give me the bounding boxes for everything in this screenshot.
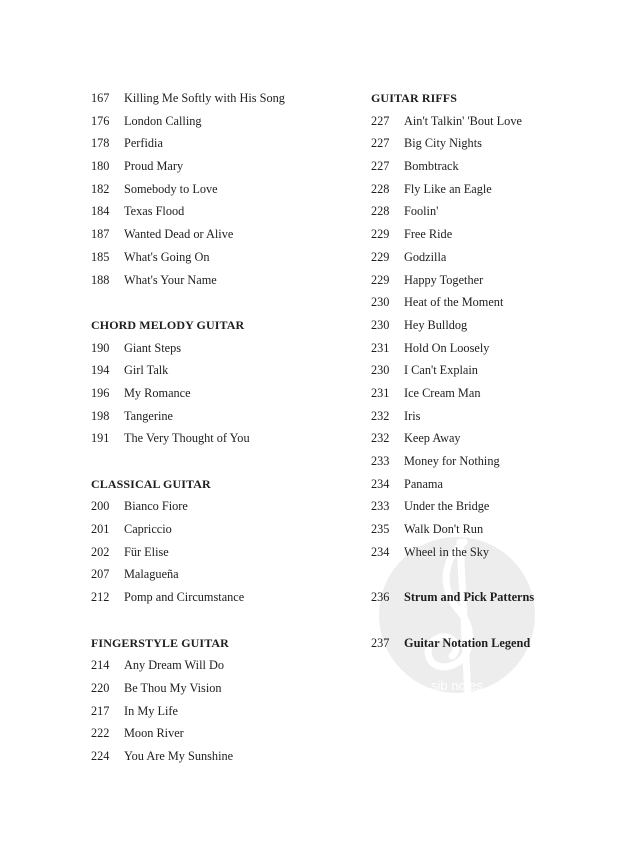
song-title: Wanted Dead or Alive <box>124 227 234 242</box>
page-number: 233 <box>371 499 390 514</box>
toc-entry <box>91 700 361 723</box>
page-number: 178 <box>91 136 110 151</box>
toc-entry <box>91 110 361 133</box>
section-title: Guitar Notation Legend <box>404 635 531 650</box>
song-title: What's Your Name <box>124 272 217 287</box>
intro-list <box>91 87 361 291</box>
toc-entry <box>91 745 361 768</box>
song-title: My Romance <box>124 385 191 400</box>
song-title: Hold On Loosely <box>404 340 490 355</box>
toc-entry <box>91 87 361 110</box>
toc-entry <box>371 359 611 382</box>
page-number: 227 <box>371 136 390 151</box>
section-spacer <box>371 609 611 632</box>
toc-entry <box>371 132 611 155</box>
page-number: 233 <box>371 454 390 468</box>
toc-entry <box>371 427 611 450</box>
guitar-riffs-section <box>371 87 611 563</box>
page-number: 185 <box>91 249 110 264</box>
song-title: Wheel in the Sky <box>404 544 490 559</box>
song-title: Big City Nights <box>404 136 482 151</box>
toc-entry <box>91 722 361 745</box>
page-number: 187 <box>91 227 110 242</box>
chord-melody-section <box>91 314 361 450</box>
song-title: Malagueña <box>124 567 179 582</box>
page-number: 176 <box>91 113 110 128</box>
toc-entry <box>91 563 361 586</box>
toc-entry <box>91 246 361 269</box>
song-title: In My Life <box>124 703 178 718</box>
toc-entry <box>371 178 611 201</box>
page-number: 237 <box>371 635 390 650</box>
song-title: The Very Thought of You <box>124 431 250 446</box>
toc-section-entry <box>371 586 611 609</box>
page-number: 214 <box>91 658 110 673</box>
page-number: 188 <box>91 272 110 287</box>
page-number: 227 <box>371 159 390 174</box>
section-spacer <box>91 291 361 314</box>
toc-entry <box>371 200 611 223</box>
song-title: Panama <box>404 476 443 491</box>
page-number: 198 <box>91 408 110 423</box>
page-number: 231 <box>371 340 390 355</box>
song-title: Giant Steps <box>124 340 182 355</box>
song-title: Pomp and Circumstance <box>124 590 245 605</box>
page-number: 200 <box>91 499 110 514</box>
page-number: 167 <box>91 91 110 105</box>
song-title: Bombtrack <box>404 159 459 174</box>
section-spacer <box>371 563 611 586</box>
song-title: Foolin' <box>404 204 439 219</box>
song-title: Hey Bulldog <box>404 317 468 332</box>
page-number: 182 <box>91 181 110 196</box>
page-number: 235 <box>371 522 390 537</box>
section-title: Strum and Pick Patterns <box>404 590 535 605</box>
toc-entry <box>91 654 361 677</box>
song-title: Capriccio <box>124 522 172 537</box>
toc-entry <box>371 246 611 269</box>
page-number: 230 <box>371 317 390 332</box>
song-title: Fly Like an Eagle <box>404 181 492 196</box>
song-title: Moon River <box>124 726 184 741</box>
toc-entry <box>91 495 361 518</box>
song-title: Für Elise <box>124 544 169 559</box>
toc-entry <box>371 223 611 246</box>
page-number: 230 <box>371 295 390 310</box>
song-title: Perfidia <box>124 136 163 151</box>
song-title: You Are My Sunshine <box>124 748 234 763</box>
page-number: 207 <box>91 567 110 582</box>
page-number: 224 <box>91 748 110 763</box>
song-title: Free Ride <box>404 227 453 242</box>
page-number: 194 <box>91 363 110 378</box>
song-title: Bianco Fiore <box>124 499 188 514</box>
song-title: Tangerine <box>124 408 173 423</box>
song-title: Keep Away <box>404 431 461 446</box>
page-number: 229 <box>371 249 390 264</box>
toc-entry <box>371 518 611 541</box>
toc-entry <box>91 405 361 428</box>
toc-entry <box>371 291 611 314</box>
page-number: 196 <box>91 385 110 400</box>
song-title: Killing Me Softly with His Song <box>124 91 285 105</box>
page-number: 230 <box>371 363 390 378</box>
song-title: Happy Together <box>404 272 484 287</box>
song-title: Ice Cream Man <box>404 385 481 400</box>
page-number: 180 <box>91 159 110 174</box>
page-number: 232 <box>371 431 390 446</box>
toc-entry <box>91 155 361 178</box>
section-heading: CLASSICAL GUITAR <box>91 476 211 491</box>
page-number: 212 <box>91 590 110 605</box>
song-title: Godzilla <box>404 249 447 264</box>
toc-entry <box>91 677 361 700</box>
song-title: Somebody to Love <box>124 181 218 196</box>
section-heading: CHORD MELODY GUITAR <box>91 317 245 332</box>
page-number: 201 <box>91 522 110 537</box>
page-number: 184 <box>91 204 110 219</box>
toc-entry <box>371 110 611 133</box>
song-title: Texas Flood <box>124 204 185 219</box>
song-title: Be Thou My Vision <box>124 680 222 695</box>
left-column <box>91 87 361 768</box>
song-title: London Calling <box>124 113 202 128</box>
toc-entry <box>91 586 361 609</box>
page-number: 234 <box>371 476 390 491</box>
toc-entry <box>91 337 361 360</box>
toc-entry <box>371 473 611 496</box>
page-number: 202 <box>91 544 110 559</box>
page-number: 191 <box>91 431 110 446</box>
toc-entry <box>371 314 611 337</box>
page-number: 232 <box>371 408 390 423</box>
toc-entry <box>371 337 611 360</box>
song-title: Iris <box>404 408 421 423</box>
page-number: 228 <box>371 204 390 219</box>
song-title: I Can't Explain <box>404 363 478 378</box>
song-title: Under the Bridge <box>404 499 490 514</box>
page-number: 229 <box>371 227 390 242</box>
toc-entry <box>371 382 611 405</box>
fingerstyle-section <box>91 632 361 768</box>
toc-entry <box>91 382 361 405</box>
page-number: 229 <box>371 272 390 287</box>
song-title: Ain't Talkin' 'Bout Love <box>404 113 522 128</box>
toc-entry <box>371 269 611 292</box>
song-title: Walk Don't Run <box>404 522 484 537</box>
toc-entry <box>91 359 361 382</box>
toc-section-entry <box>371 632 611 655</box>
page-number: 227 <box>371 113 390 128</box>
toc-entry <box>91 427 361 450</box>
section-spacer <box>91 450 361 473</box>
toc-entry <box>91 541 361 564</box>
toc-entry <box>371 495 611 518</box>
toc-entry <box>91 200 361 223</box>
toc-entry <box>91 178 361 201</box>
song-title: What's Going On <box>124 249 210 264</box>
right-column <box>371 87 611 654</box>
section-heading: GUITAR RIFFS <box>371 91 457 105</box>
page-number: 190 <box>91 340 110 355</box>
section-heading: FINGERSTYLE GUITAR <box>91 635 229 650</box>
song-title: Money for Nothing <box>404 454 500 468</box>
page-number: 228 <box>371 181 390 196</box>
toc-entry <box>91 223 361 246</box>
song-title: Any Dream Will Do <box>124 658 225 673</box>
song-title: Proud Mary <box>124 159 184 174</box>
page-number: 222 <box>91 726 110 741</box>
page-number: 217 <box>91 703 110 718</box>
toc-entry <box>371 155 611 178</box>
page-number: 236 <box>371 590 390 605</box>
toc-entry <box>91 132 361 155</box>
song-title: Heat of the Moment <box>404 295 504 310</box>
toc-entry <box>371 450 611 473</box>
toc-entry <box>91 518 361 541</box>
toc-entry <box>91 269 361 292</box>
page-number: 220 <box>91 680 110 695</box>
page-number: 231 <box>371 385 390 400</box>
song-title: Girl Talk <box>124 363 169 378</box>
classical-section <box>91 473 361 609</box>
toc-entry <box>371 405 611 428</box>
section-spacer <box>91 609 361 632</box>
toc-entry <box>371 541 611 564</box>
page-number: 234 <box>371 544 390 559</box>
watermark-text: sib notes <box>430 678 484 693</box>
